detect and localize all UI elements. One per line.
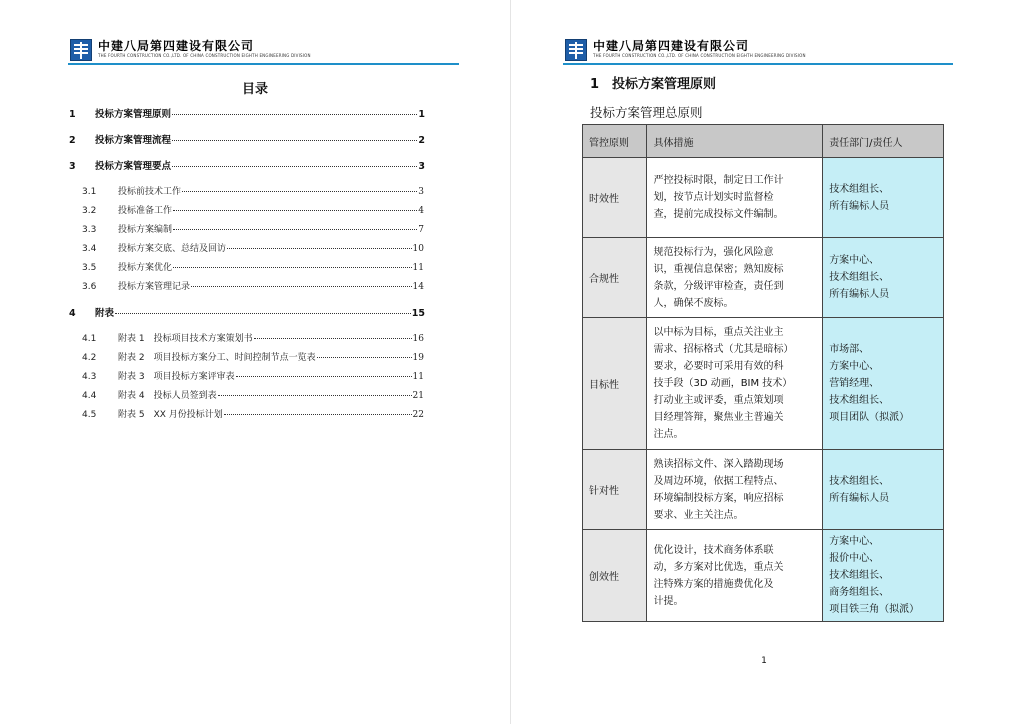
column-header: 具体措施 [647,125,823,158]
toc-entry-label: 附表 4 投标人员签到表 [118,391,217,401]
toc-entry[interactable] [69,132,425,146]
toc-leader-dots [172,114,417,115]
toc-entry[interactable] [82,388,424,401]
measure-line: 条款，分级评审检查，责任到 [653,280,784,292]
page-number: 1 [761,656,767,666]
toc-entry-page: 11 [412,263,424,273]
measure-line: 划，按节点计划实时监督检 [653,192,774,203]
owner-line: 技术组组长、 [829,272,890,283]
measure-line: 严控投标时限，制定日工作计 [653,175,784,186]
owner-line: 所有编标人员 [829,289,890,300]
owner-line: 技术组组长、 [829,183,890,195]
toc-leader-dots [172,166,417,167]
toc-entry-label: 附表 [95,308,115,319]
company-logo-icon [565,39,587,61]
measure-line: 要求，必要时可采用有效的科 [653,361,784,372]
measure-line: 环境编制投标方案，响应招标 [653,492,784,504]
toc-entry-page: 11 [412,372,424,382]
column-header: 管控原则 [583,125,647,158]
toc-entry-label: 投标方案管理记录 [118,282,191,292]
toc-entry[interactable] [82,279,424,292]
owner-line: 营销经理、 [829,378,880,389]
measures-cell [647,238,823,318]
principles-table [582,124,944,622]
toc-leader-dots [224,414,412,415]
toc-leader-dots [172,140,417,141]
toc-leader-dots [218,395,412,396]
measure-line: 查，提前完成投标文件编制。 [653,209,784,220]
toc-title: 目录 [241,82,268,97]
toc-leader-dots [236,376,412,377]
toc-entry-label: 附表 3 项目投标方案评审表 [118,372,235,382]
toc-entry[interactable] [69,158,425,172]
toc-leader-dots [173,210,417,211]
toc-entry-number: 4.3 [82,372,97,382]
toc-entry-number: 2 [69,135,76,146]
company-name-en: THE FOURTH CONSTRUCTION CO.,LTD. OF CHINA CONSTRUCTION EIGHTH ENGINEERING DIVISION [98,53,311,58]
left-page [0,0,510,724]
section-heading: 1 投标方案管理原则 [590,77,717,92]
toc-entry-label: 投标前技术工作 [118,187,182,197]
measures-cell [647,450,823,530]
measure-line: 要求、业主关注点。 [653,509,744,521]
table-row [583,450,944,530]
header-rule [563,63,953,65]
toc-entry-label: 投标方案交底、总结及回访 [118,244,227,254]
toc-entry-page: 1 [418,109,425,120]
toc-entry-label: 附表 1 投标项目技术方案策划书 [118,334,253,344]
toc-entry-page: 2 [418,135,425,146]
toc-entry[interactable] [82,203,424,216]
toc-entry-page: 3 [418,161,425,172]
toc-entry[interactable] [69,106,425,120]
toc-entry-number: 3.6 [82,282,97,292]
toc-entry-number: 4.4 [82,391,97,401]
principle-cell: 针对性 [583,450,647,530]
toc-entry-page: 14 [412,282,424,292]
toc-entry-label: 附表 5 XX 月份投标计划 [118,410,223,420]
toc-entry[interactable] [82,369,424,382]
company-name: 中建八局第四建设有限公司 [593,39,750,53]
toc-entry[interactable] [82,260,424,273]
owners-cell [823,238,944,318]
measures-cell [647,530,823,622]
header-rule [68,63,459,65]
measure-line: 人，确保不废标。 [653,297,734,309]
measure-line: 及周边环境，依据工程特点、 [653,475,784,487]
principle-cell: 时效性 [583,158,647,238]
measure-line: 动，多方案对比优选，重点关 [653,561,784,573]
toc-entry-label: 投标方案优化 [118,263,173,273]
toc-leader-dots [191,286,412,287]
measure-line: 注特殊方案的措施费优化及 [653,578,774,590]
principle-cell: 创效性 [583,530,647,622]
owner-line: 商务组组长、 [829,587,890,598]
owner-line: 方案中心、 [829,255,880,266]
company-logo-icon [70,39,92,61]
owner-line: 市场部、 [829,344,870,355]
toc-entry-page: 15 [411,308,425,319]
toc-entry-number: 3.1 [82,187,97,197]
toc-entry-label: 投标准备工作 [118,206,173,216]
toc-entry-number: 3.4 [82,244,97,254]
toc-entry[interactable] [69,305,425,319]
toc-entry-number: 4.1 [82,334,97,344]
toc-entry-number: 1 [69,109,76,120]
toc-entry-label: 投标方案管理流程 [95,135,172,146]
measure-line: 技手段（3D 动画，BIM 技术） [653,378,793,389]
principle-cell: 目标性 [583,318,647,450]
owner-line: 所有编标人员 [829,200,890,212]
toc-entry-number: 3.2 [82,206,97,216]
measure-line: 注点。 [653,429,684,440]
toc-entry-label: 投标方案管理要点 [95,161,172,172]
toc-entry-number: 4.2 [82,353,97,363]
company-name: 中建八局第四建设有限公司 [98,39,255,53]
measure-line: 打动业主或评委，重点策划项 [653,395,784,406]
toc-entry-page: 16 [412,334,424,344]
measures-cell [647,318,823,450]
table-row [583,238,944,318]
measure-line: 熟读招标文件、深入踏勘现场 [653,458,784,470]
measure-line: 识，重视信息保密；熟知废标 [653,263,784,275]
owner-line: 方案中心、 [829,536,880,547]
toc-entry[interactable] [82,331,424,344]
toc-entry-page: 21 [412,391,424,401]
toc-leader-dots [173,267,412,268]
owner-line: 技术组组长、 [829,570,890,581]
measure-line: 以中标为目标，重点关注业主 [653,327,784,338]
table-row [583,530,944,622]
toc-entry-label: 投标方案管理原则 [95,109,172,120]
owners-cell [823,530,944,622]
column-header: 责任部门/责任人 [823,125,944,158]
owners-cell [823,450,944,530]
principle-cell: 合规性 [583,238,647,318]
page-divider [510,0,511,724]
toc-entry[interactable] [82,241,424,254]
table-row [583,158,944,238]
toc-entry-number: 4 [69,308,76,319]
table-row [583,318,944,450]
toc-entry-label: 附表 2 项目投标方案分工、时间控制节点一览表 [118,353,316,363]
toc-entry-label: 投标方案编制 [118,225,173,235]
owner-line: 项目团队（拟派） [829,412,910,423]
measure-line: 优化设计，技术商务体系联 [653,544,774,556]
toc-entry-number: 3.5 [82,263,97,273]
toc-entry[interactable] [82,350,424,363]
toc-entry-page: 22 [412,410,424,420]
toc-entry-number: 4.5 [82,410,97,420]
measure-line: 目经理答辩，聚焦业主普遍关 [653,412,784,423]
toc-leader-dots [227,248,412,249]
toc-entry-number: 3.3 [82,225,97,235]
measures-cell [647,158,823,238]
toc-leader-dots [173,229,417,230]
toc-entry[interactable] [82,407,424,420]
toc-leader-dots [115,313,411,314]
table-header-row [583,125,944,158]
owners-cell [823,158,944,238]
measure-line: 规范投标行为，强化风险意 [653,246,774,258]
toc-entry-page: 7 [418,225,424,235]
toc-entry-number: 3 [69,161,76,172]
measure-line: 需求、招标格式（尤其是暗标） [653,344,794,355]
toc-leader-dots [317,357,412,358]
owner-line: 技术组组长、 [829,395,890,406]
toc-entry[interactable] [82,184,424,197]
toc-leader-dots [254,338,412,339]
section-subheading: 投标方案管理总原则 [590,105,703,120]
toc-entry-page: 4 [418,206,424,216]
owner-line: 技术组组长、 [829,475,890,487]
toc-entry[interactable] [82,222,424,235]
owner-line: 项目铁三角（拟派） [829,604,920,615]
measure-line: 计提。 [653,595,684,607]
toc-entry-page: 10 [412,244,424,254]
owners-cell [823,318,944,450]
owner-line: 报价中心、 [829,553,880,564]
owner-line: 所有编标人员 [829,492,890,504]
company-name-en: THE FOURTH CONSTRUCTION CO.,LTD. OF CHINA CONSTRUCTION EIGHTH ENGINEERING DIVISION [593,53,806,58]
toc-leader-dots [182,191,417,192]
owner-line: 方案中心、 [829,361,880,372]
toc-entry-page: 3 [418,187,424,197]
toc-entry-page: 19 [412,353,424,363]
